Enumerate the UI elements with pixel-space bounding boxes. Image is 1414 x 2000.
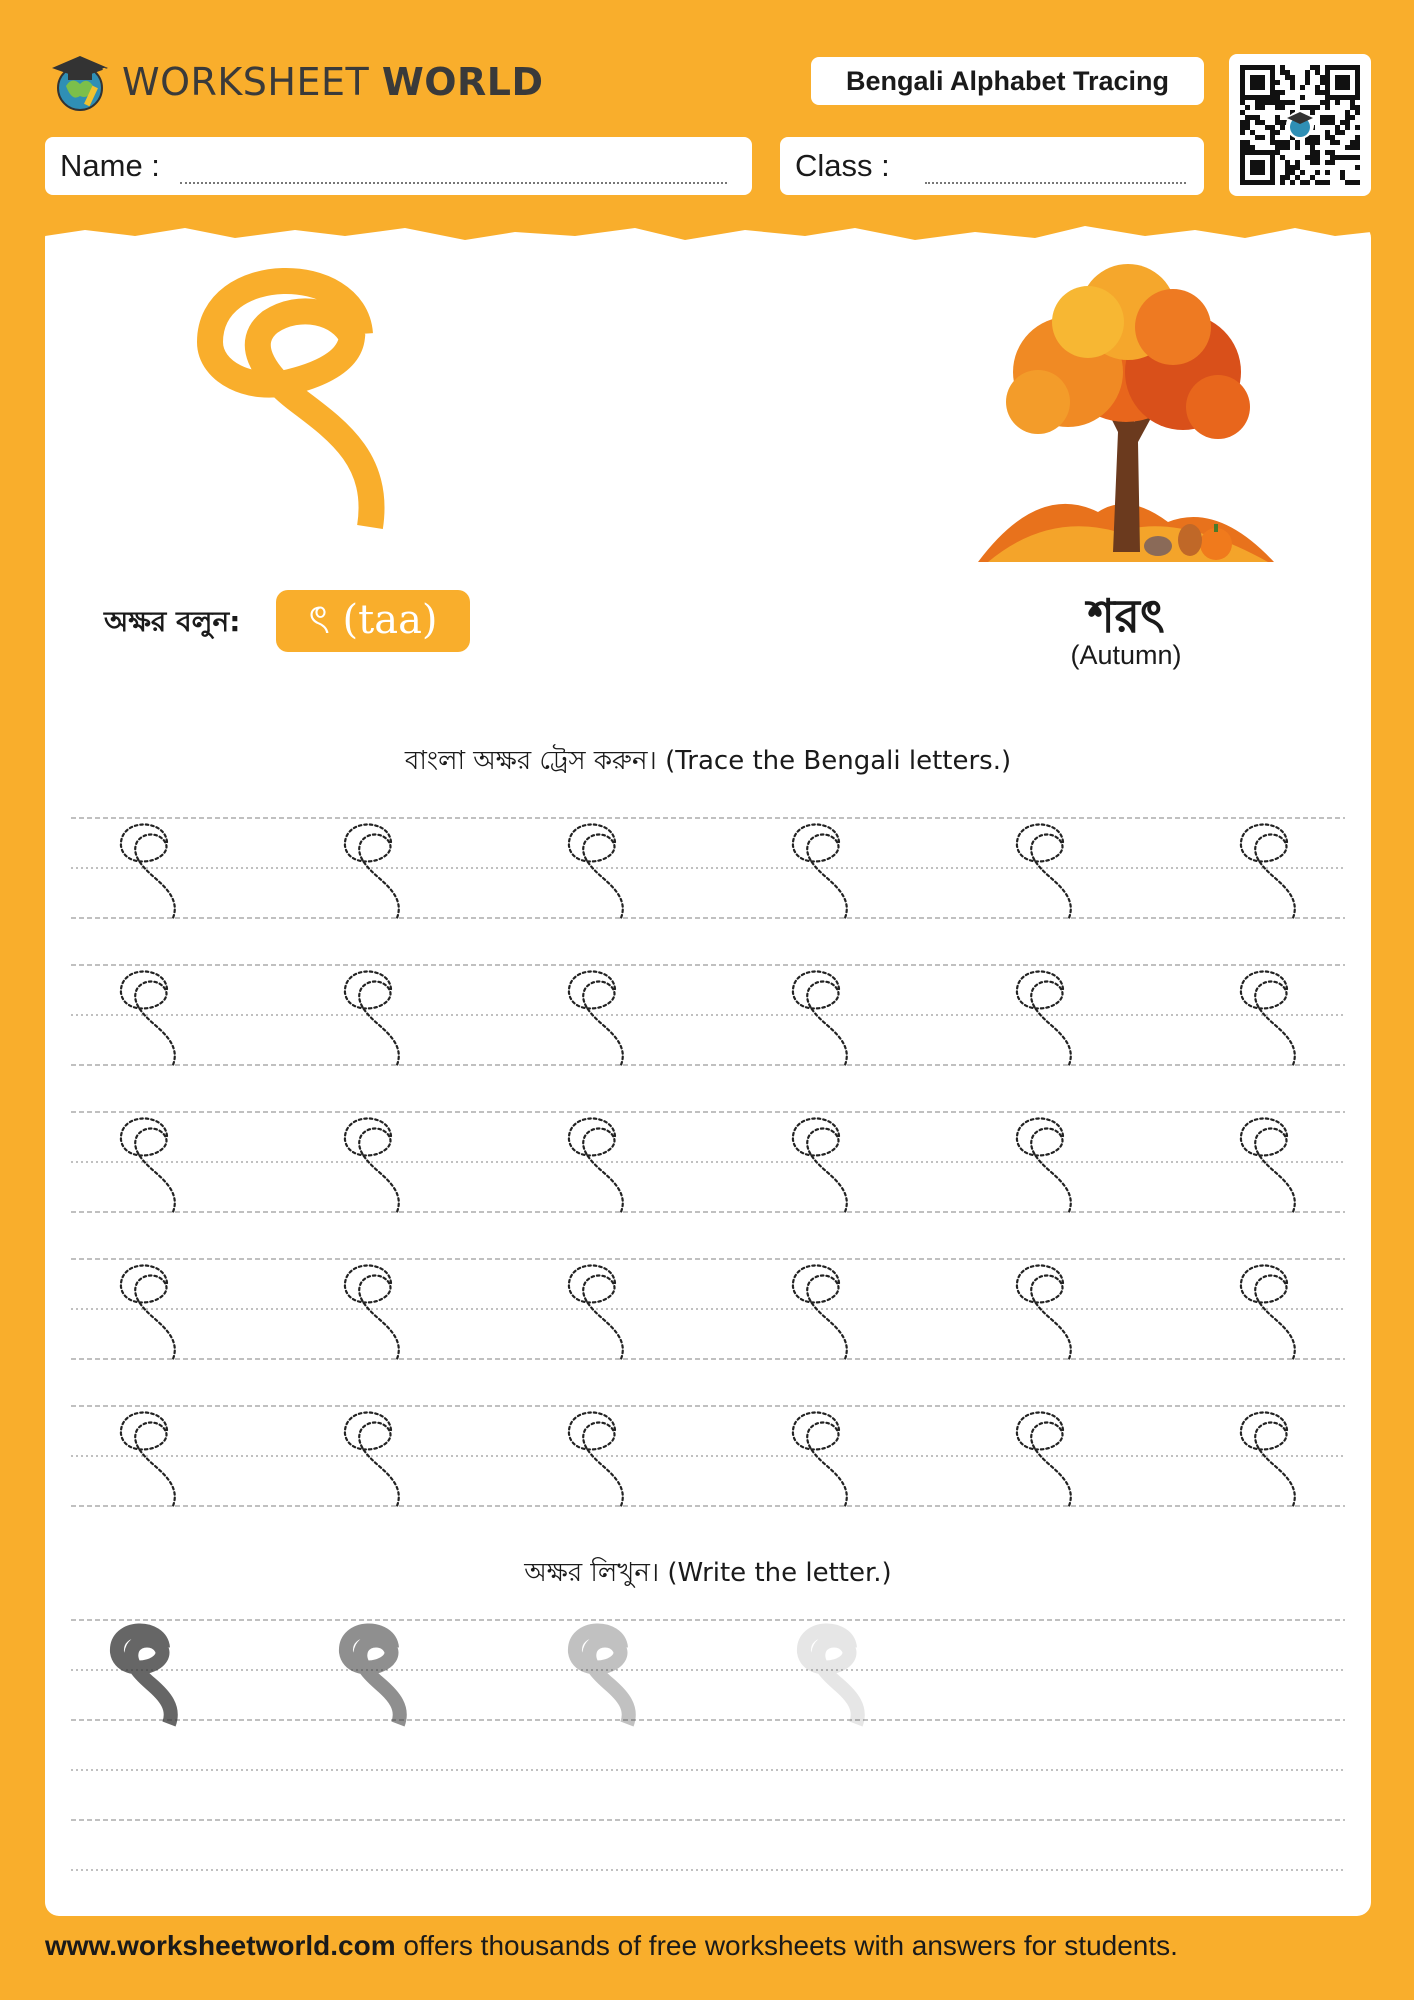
graduate-mascot-icon <box>44 46 116 118</box>
trace-letter[interactable] <box>1241 971 1295 1065</box>
trace-letter[interactable] <box>1241 1265 1295 1359</box>
trace-letter[interactable] <box>121 1412 175 1506</box>
footer-text: offers thousands of free worksheets with answers for students. <box>395 1930 1178 1961</box>
trace-letter[interactable] <box>569 971 623 1065</box>
trace-letter[interactable] <box>1241 1118 1295 1212</box>
trace-letter[interactable] <box>121 824 175 918</box>
faded-letter-sample <box>346 1630 400 1724</box>
trace-letter[interactable] <box>569 824 623 918</box>
qr-code[interactable] <box>1229 54 1371 196</box>
trace-letter[interactable] <box>1017 1118 1071 1212</box>
brand-logo <box>44 44 544 120</box>
trace-letter[interactable] <box>793 1265 847 1359</box>
trace-letter[interactable] <box>793 1412 847 1506</box>
pronunciation-badge: ৎ (taa) <box>276 590 470 652</box>
torn-paper-edge <box>45 214 1371 254</box>
trace-letter[interactable] <box>121 971 175 1065</box>
trace-letter[interactable] <box>345 971 399 1065</box>
worksheet-title: Bengali Alphabet Tracing <box>811 57 1204 105</box>
class-field[interactable] <box>780 137 1204 195</box>
trace-letter[interactable] <box>345 824 399 918</box>
trace-instruction: বাংলা অক্ষর ট্রেস করুন। (Trace the Bengali letters.) <box>404 746 1012 776</box>
trace-letter[interactable] <box>1017 1265 1071 1359</box>
footer-link[interactable]: www.worksheetworld.com <box>45 1930 396 1961</box>
trace-letter[interactable] <box>1241 824 1295 918</box>
brand-name <box>122 60 544 104</box>
trace-letter[interactable] <box>569 1265 623 1359</box>
trace-letter[interactable] <box>1017 971 1071 1065</box>
faded-letter-sample <box>804 1630 858 1724</box>
trace-letter[interactable] <box>1017 1412 1071 1506</box>
letter-display <box>190 262 390 532</box>
class-write-line[interactable] <box>925 182 1186 184</box>
footer <box>45 1930 1385 1962</box>
trace-letter[interactable] <box>793 1118 847 1212</box>
brand-name-regular: WORKSHEET <box>122 60 370 104</box>
trace-letter[interactable] <box>345 1265 399 1359</box>
trace-letter[interactable] <box>569 1412 623 1506</box>
write-instruction: অক্ষর লিখুন। (Write the letter.) <box>524 1558 892 1588</box>
trace-letter[interactable] <box>1017 824 1071 918</box>
qr-code-icon <box>1229 54 1371 196</box>
example-word-translation: (Autumn) <box>1070 640 1182 670</box>
tracing-grid[interactable] <box>71 810 1345 1510</box>
trace-letter[interactable] <box>121 1265 175 1359</box>
example-word: শরৎ <box>1087 589 1165 643</box>
trace-letter[interactable] <box>569 1118 623 1212</box>
say-letter-label: অক্ষর বলুন: <box>104 605 241 638</box>
trace-letter[interactable] <box>345 1412 399 1506</box>
trace-letter[interactable] <box>345 1118 399 1212</box>
trace-letter[interactable] <box>793 824 847 918</box>
writing-area[interactable] <box>71 1614 1345 1894</box>
trace-letter[interactable] <box>121 1118 175 1212</box>
faded-letter-sample <box>117 1630 171 1724</box>
class-label: Class : <box>795 148 890 183</box>
name-field[interactable] <box>45 137 752 195</box>
trace-letter[interactable] <box>1241 1412 1295 1506</box>
trace-letter[interactable] <box>793 971 847 1065</box>
faded-letter-sample <box>575 1630 629 1724</box>
brand-name-bold: WORLD <box>381 60 544 104</box>
name-write-line[interactable] <box>180 182 727 184</box>
name-label: Name : <box>60 148 160 183</box>
autumn-tree-icon <box>978 262 1274 572</box>
